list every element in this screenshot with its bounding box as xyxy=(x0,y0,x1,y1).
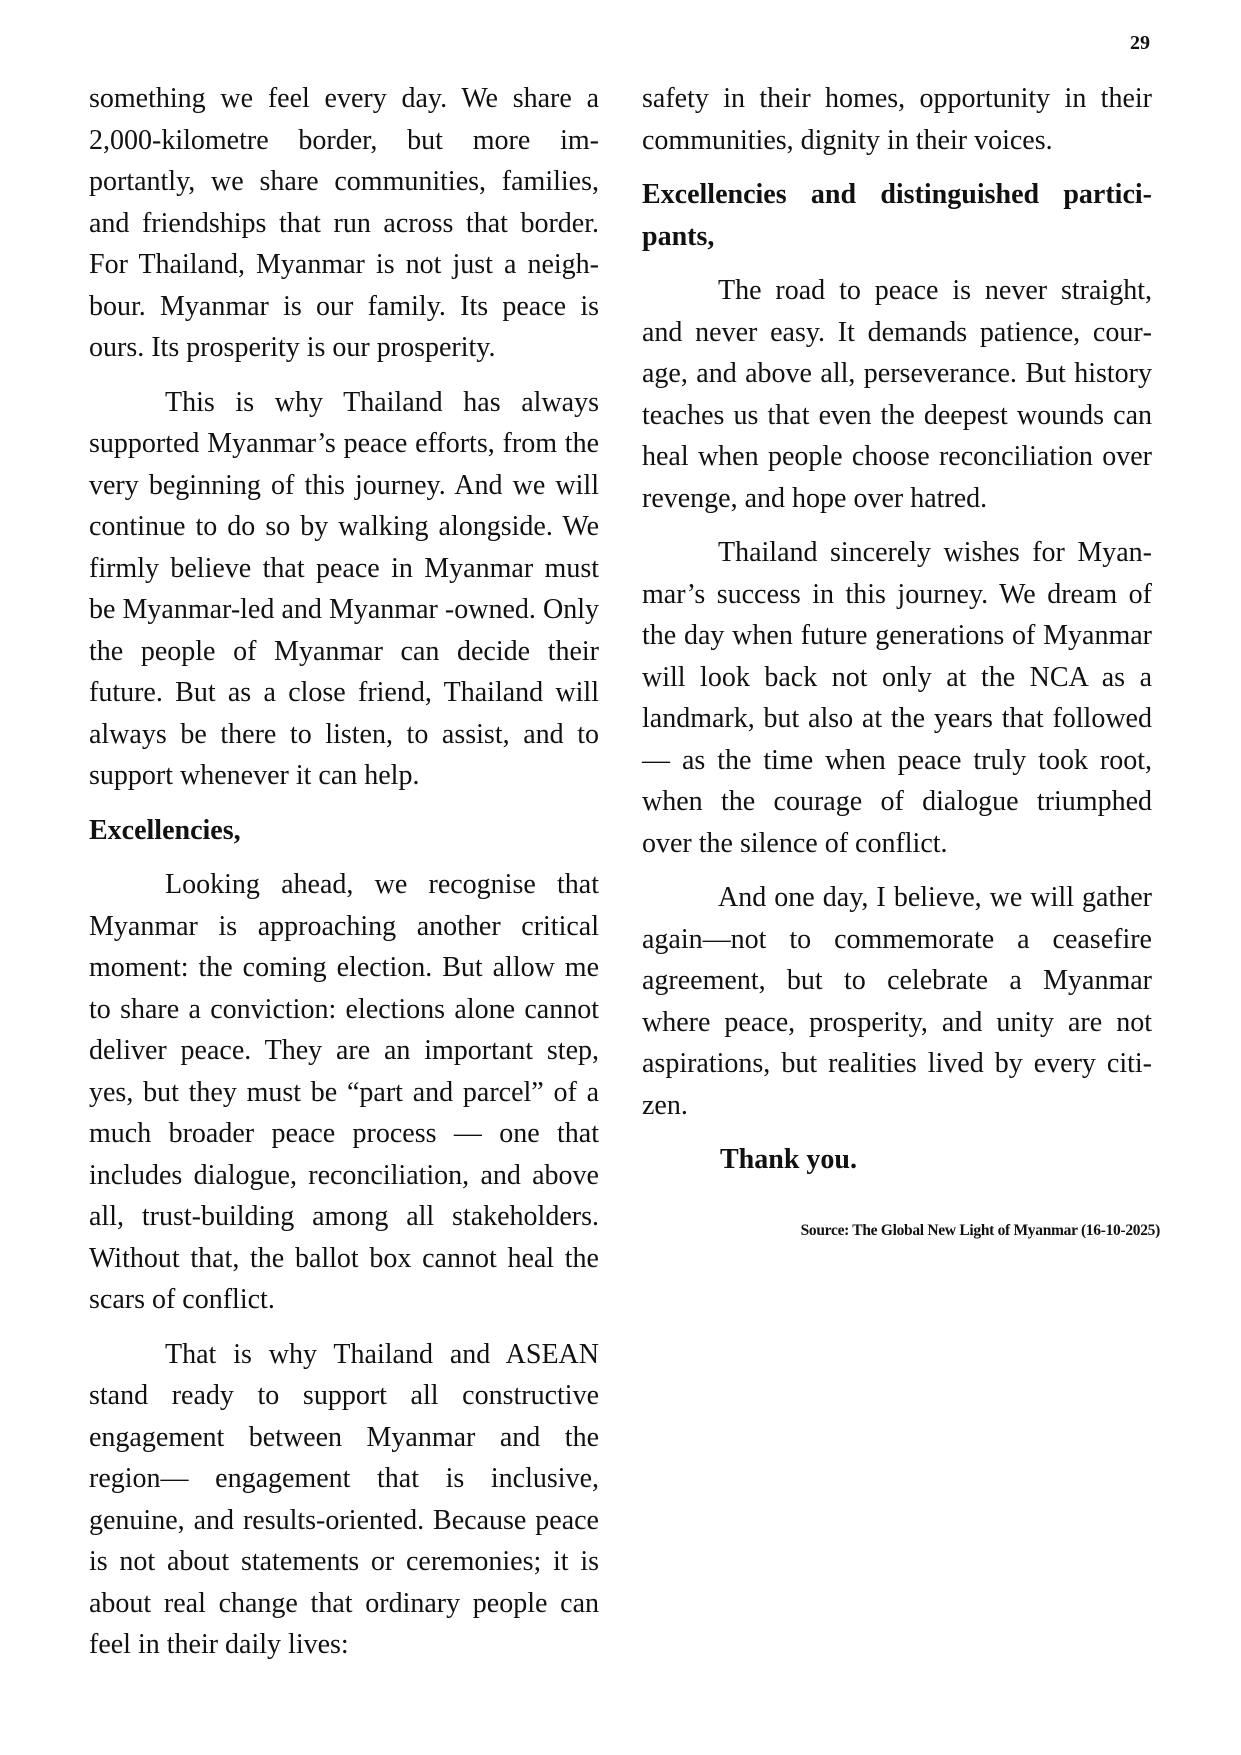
paragraph-asean: That is why Thailand and ASEAN stand ready to support all constructive engagement between Myanmar and the region— engagement that is inclusive, genuine, and results-oriented. Because peace is not about statements or ceremonies; it is about real change that ordinary people can feel in their daily lives: xyxy=(89,1338,599,1660)
paragraph-continuation: something we feel every day. We share a 2,000-kilometre border, but more importantly, we share communities, families, and friendships that run across that border. For Thailand, Myanmar is not just a neighbour. Myanmar is our family. Its peace is ours. Its prosperity is our prosperity. xyxy=(89,83,599,363)
paragraph-one-day: And one day, I believe, we will gather again—not to commemorate a ceasefire agreement, but to celebrate a Myanmar where peace, prosperity, and unity are not aspirations, but realities lived by every citizen. xyxy=(642,882,1152,1121)
closing-thank-you: Thank you. xyxy=(720,1144,857,1175)
page-number: 29 xyxy=(1130,32,1150,54)
paragraph-continuation-right: safety in their homes, opportunity in their communities, dignity in their voices. xyxy=(642,83,1152,156)
heading-excellencies-participants: Excellencies and distinguished participants, xyxy=(642,179,1152,252)
paragraph-sincere-wishes: Thailand sincerely wishes for Myanmar’s success in this journey. We dream of the day when future generations of Myanmar will look back not only at the NCA as a landmark, but also at the years that followed— as the time when peace truly took root, when the courage of dialogue triumphed over the silence of conflict. xyxy=(642,537,1152,859)
paragraph-election: Looking ahead, we recognise that Myanmar is approaching another critical moment: the coming election. But allow me to share a conviction: elections alone cannot deliver peace. They are an important step, yes, but they must be “part and parcel” of a much broader peace process — one that includes dialogue, reconciliation, and above all, trust-building among all stakeholders. Without that, the ballot box cannot heal the scars of conflict. xyxy=(89,869,599,1315)
paragraph-road-to-peace: The road to peace is never straight, and never easy. It demands patience, courage, and above all, perseverance. But history teaches us that even the deepest wounds can heal when people choose reconciliation over revenge, and hope over hatred. xyxy=(642,275,1152,514)
source-citation: Source: The Global New Light of Myanmar (16-10-2025) xyxy=(800,1221,1160,1239)
heading-excellencies: Excellencies, xyxy=(89,814,241,846)
paragraph-thailand-support: This is why Thailand has always supported Myanmar’s peace efforts, from the very beginning of this journey. And we will continue to do so by walking alongside. We firmly believe that peace in Myanmar must be Myanmar-led and Myanmar -owned. Only the people of Myanmar can decide their future. But as a close friend, Thailand will always be there to listen, to assist, and to support whenever it can help. xyxy=(89,386,599,791)
right-column xyxy=(642,78,1160,1241)
left-column xyxy=(89,78,599,1679)
